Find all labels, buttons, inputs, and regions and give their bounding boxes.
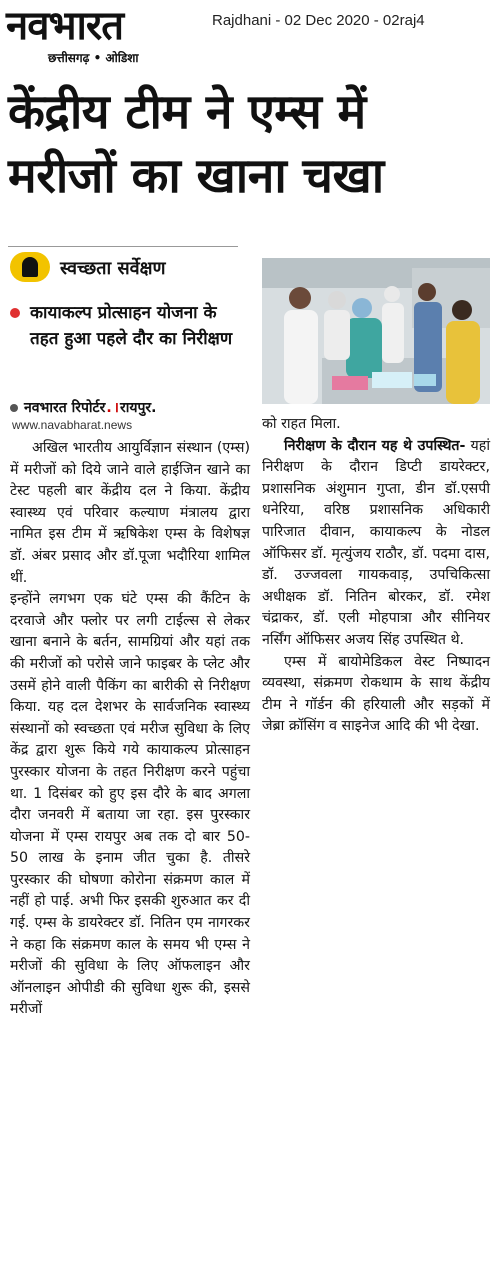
section-label: स्वच्छता सर्वेक्षण	[60, 258, 166, 279]
headline-line-2: मरीजों का खाना चखा	[8, 148, 384, 204]
headline	[8, 80, 490, 208]
paragraph	[262, 436, 490, 652]
bullet-dot-icon	[10, 308, 20, 318]
section-divider	[8, 246, 238, 247]
paragraph: को राहत मिला.	[262, 416, 341, 432]
masthead	[0, 0, 495, 70]
logo-title: नवभारत	[6, 3, 124, 49]
paragraph-text: यहां निरीक्षण के दौरान डिप्टी डायरेक्टर, प्रशासनिक अंशुमान गुप्ता, डीन डॉ.एसपी धनेरिया, वरिष्ठ प्रशासनिक अधिकारी पारिजात दीवान, कायाकल्प के नोडल ऑफिसर डॉ. मृत्युंजय राठौर, डॉ. पदमा दास, डॉ. उज्जवला गायकवाड़, उपचिकित्सा अधीक्षक डॉ. नितिन बोरकर, डॉ. रमेश चंद्राकर, डॉ. एली मोहपात्रा और सीनियर नर्सिंग ऑफिसर अजय सिंह उपस्थित थे.	[262, 437, 490, 648]
inspection-photo	[262, 258, 490, 404]
kicker-text: कायाकल्प प्रोत्साहन योजना के तहत हुआ पहले दौर का निरीक्षण	[30, 303, 233, 349]
article-column-left	[10, 438, 250, 1021]
paragraph: इन्होंने लगभग एक घंटे एम्स की कैंटिन के दरवाजे और फ्लोर पर लगी टाईल्स से लेकर खाना बनाने के बर्तन, सामग्रियां और यहां तक की मरीजों को परोसे जाने फाइबर के प्लेट और उसमें होने वाली पैकिंग का बारीकी से निरीक्षण किया. यह दल देशभर के सार्वजनिक स्वास्थ्य संस्थानों को स्वच्छता एवं मरीज सुविधा के लिए केंद्र द्वारा शुरू किये गये कायाकल्प प्रोत्साहन पुरस्कार योजना के तहत निरीक्षण करने पहुंचा था. 1 दिसंबर को हुए इस दौरे के बाद अगला दौरा जनवरी में बताया जा रहा. इस पुरस्कार योजना में एम्स रायपुर अब तक दो बार 50-50 लाख के इनाम जीत चुका है. तीसरे पुरस्कार की घोषणा कोरोना संक्रमण काल में नहीं हो पाई. अभी फिर इसकी शुरुआत कर दी गई. एम्स के डायरेक्टर डॉ. नितिन एम नागरकर ने कहा कि संक्रमण काल के समय भी एम्स ने मरीजों की सुविधा के लिए ऑफलाइन और ऑनलाइन ओपीडी की सुविधा शुरू की, इससे मरीजों	[10, 591, 250, 1018]
byline: नवभारत रिपोर्टर. ।रायपुर.	[10, 398, 250, 420]
newspaper-logo	[2, 2, 202, 66]
subhead: निरीक्षण के दौरान यह थे उपस्थित-	[284, 437, 466, 454]
section-tag	[8, 252, 248, 286]
pen-icon	[10, 252, 50, 282]
byline-city: रायपुर.	[119, 400, 157, 416]
paragraph: एम्स में बायोमेडिकल वेस्ट निष्पादन व्यवस्था, संक्रमण रोकथाम के साथ केंद्रीय टीम ने गॉर्डन की हरियाली और सड़कों में जेब्रा क्रॉसिंग व साइनेज आदि की भी देखा.	[262, 653, 490, 735]
article-column-right	[262, 414, 490, 738]
website-link[interactable]: www.navabharat.news	[12, 418, 133, 432]
headline-line-1: केंद्रीय टीम ने एम्स में	[8, 84, 366, 140]
bullet-dot-icon	[10, 404, 18, 412]
dateline: Rajdhani - 02 Dec 2020 - 02raj4	[212, 12, 425, 29]
logo-subtitle: छत्तीसगढ़ • ओडिशा	[48, 51, 139, 65]
byline-reporter: नवभारत रिपोर्टर	[24, 400, 106, 416]
paragraph: अखिल भारतीय आयुर्विज्ञान संस्थान (एम्स) में मरीजों को दिये जाने वाले हाईजिन खाने का टेस्ट पहली बार केंद्रीय दल ने किया. केंद्रीय स्वास्थ्य एवं परिवार कल्याण मंत्रालय द्वारा नामित इस टीम में ऋषिकेश एम्स के विशेषज्ञ डॉ. अंबर प्रसाद और डॉ.पूजा भदौरिया शामिल थीं.	[10, 440, 250, 586]
